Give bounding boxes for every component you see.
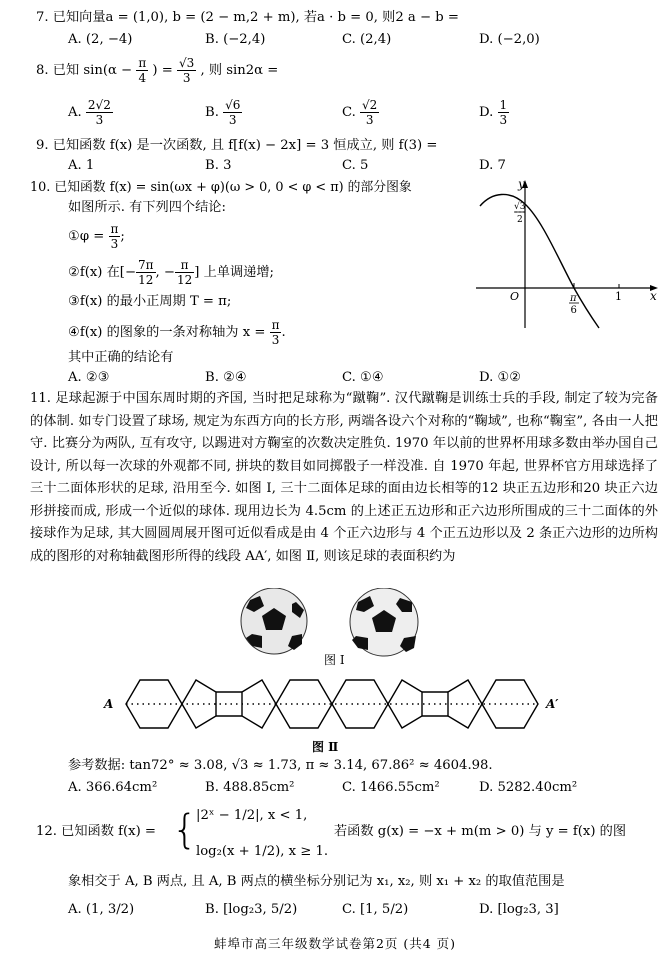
q12-option-b[interactable]: B. [log₂3, 5/2)	[205, 902, 298, 917]
q12-option-a[interactable]: A. (1, 3/2)	[68, 902, 135, 917]
q8-frac-sqrt3: $\frac{√3}{3}$	[179, 56, 195, 85]
q12-option-c[interactable]: C. [1, 5/2)	[342, 902, 409, 917]
q7-option-d[interactable]: D. (−2,0)	[479, 32, 540, 47]
page-footer: 蚌埠市高三年级数学试卷第2页 (共4 页)	[213, 936, 457, 951]
q11-option-b[interactable]: B. 488.85cm²	[205, 780, 295, 795]
q7-option-a[interactable]: A. (2, −4)	[68, 32, 133, 47]
q8-option-b[interactable]: B. $\frac{√6}{3}$	[205, 98, 241, 127]
q12-case-1: |2ˣ − 1/2|, x < 1,	[196, 808, 308, 823]
soccer-ball-right	[350, 588, 418, 656]
q10-conclusion-1: ①φ = $\frac{\pi}{3}$ ;	[68, 222, 125, 251]
q10-conclusion-4: ④f(x) 的图象的一条对称轴为 x = $\frac{\pi}{3}$ .	[68, 318, 286, 347]
q10-option-c[interactable]: C. ①④	[342, 370, 384, 385]
q12-stem-pre: 12. 已知函数 f(x) =	[36, 824, 156, 839]
q9-option-b[interactable]: B. 3	[205, 158, 232, 173]
q8-stem-pre: 8. 已知 sin(α −	[36, 63, 133, 78]
q10-option-d[interactable]: D. ①②	[479, 370, 522, 385]
q8-stem-mid: ) =	[152, 63, 173, 78]
q9-option-d[interactable]: D. 7	[479, 158, 506, 173]
q8-option-a[interactable]: A. $\frac{2√2}{3}$	[68, 98, 111, 127]
q11-reference-data: 参考数据: tan72° ≈ 3.08, √3 ≈ 1.73, π ≈ 3.14, 67.86² ≈ 4604.98.	[68, 758, 493, 773]
q8-frac-pi4: $\frac{\pi}{4}$	[138, 56, 147, 85]
q10-sine-graph	[472, 176, 662, 334]
tick-1-label: 1	[615, 290, 622, 303]
q10-stem-line1: 10. 已知函数 f(x) = sin(ωx + φ)(ω > 0, 0 < φ < π) 的部分图象	[30, 180, 412, 195]
q12-option-d[interactable]: D. [log₂3, 3]	[479, 902, 559, 917]
fig2-caption: 图 Ⅱ	[312, 740, 339, 754]
q7-option-c[interactable]: C. (2,4)	[342, 32, 392, 47]
q11-option-a[interactable]: A. 366.64cm²	[68, 780, 158, 795]
q10-stem-line2: 如图所示. 有下列四个结论:	[68, 200, 226, 215]
q10-option-a[interactable]: A. ②③	[68, 370, 110, 385]
pentagon-4	[448, 680, 482, 728]
q11-paragraph: 11. 足球起源于中国东周时期的齐国, 当时把足球称为“蹴鞠”. 汉代蹴鞠是训练士兵的手段, 制定了较为完备的体制. 如专门设置了球场, 规定为东西方向的长方形, 两端各设六个对称的“鞠域”, 也称“鞠室”, 各由一人把守. 比赛分为两队, 互有攻守, 以踢进对方鞠室的次数决定胜负. 1970 年以前的世界杯用球多数由举办国自己设计, 所以每一次球的外观都不同, 拼块的数目如同掷骰子一样没准. 自 1970 年起, 世界杯官方用球选择了三十二面体形状的足球, 沿用至今. 如图 Ⅰ, 三十二面体足球的面由边长相等的12 块正五边形和20 块正六边形拼接而成, 形成一个近似的球体. 现用边长为 4.5cm 的上述正五边形和正六边形所围成的三十二面体的外接球作为足球, 其大圆圆周展开图可近似看成是由 4 个正六边形与 4 个正五边形以及 2 条正六边形的边所构成的图形的对称轴截图形所得的线段 AA′, 如图 Ⅱ, 则该足球的表面积约为	[30, 391, 658, 564]
y-tick-den: 2	[517, 215, 523, 225]
q7-option-b[interactable]: B. (−2,4)	[205, 32, 266, 47]
origin-label: O	[510, 290, 520, 303]
q12-case-2: log₂(x + 1/2), x ≥ 1.	[196, 844, 329, 859]
q12-stem-post: 若函数 g(x) = −x + m(m > 0) 与 y = f(x) 的图	[334, 824, 627, 839]
q11-option-c[interactable]: C. 1466.55cm²	[342, 780, 440, 795]
x-axis-label: x	[650, 289, 657, 303]
soccer-ball-left	[241, 588, 307, 654]
fig1-caption: 图 Ⅰ	[324, 653, 345, 667]
q8-stem	[36, 56, 278, 85]
q10-conclusion-2: ②f(x) 在[− $\frac{7\pi}{12}$ , − $\frac{\pi}{12}$ ] 上单调递增;	[68, 258, 274, 287]
q8-option-d[interactable]: D. $\frac{1}{3}$	[479, 98, 508, 127]
q10-option-b[interactable]: B. ②④	[205, 370, 247, 385]
q8-option-c[interactable]: C. $\frac{√2}{3}$	[342, 98, 378, 127]
q12-stem-line2: 象相交于 A, B 两点, 且 A, B 两点的横坐标分别记为 x₁, x₂, 则 x₁ + x₂ 的取值范围是	[68, 874, 565, 889]
q7-stem: 7. 已知向量a = (1,0), b = (2 − m,2 + m), 若a · b = 0, 则2 a − b =	[36, 10, 459, 25]
y-axis-label: y	[518, 177, 525, 191]
q8-stem-post: , 则 sin2α =	[200, 63, 279, 78]
label-A: A	[104, 697, 114, 711]
sine-curve	[480, 194, 599, 328]
q9-stem: 9. 已知函数 f(x) 是一次函数, 且 f[f(x) − 2x] = 3 恒成立, 则 f(3) =	[36, 138, 438, 153]
q9-option-a[interactable]: A. 1	[68, 158, 95, 173]
q10-conclusion-3: ③f(x) 的最小正周期 T = π;	[68, 294, 232, 309]
label-A-prime: A′	[546, 697, 559, 711]
hexagon-2	[276, 680, 332, 728]
fig2-unfolded-strip	[96, 668, 566, 740]
q10-question: 其中正确的结论有	[68, 350, 174, 365]
y-tick-num: √3	[514, 202, 526, 212]
q11-option-d[interactable]: D. 5282.40cm²	[479, 780, 578, 795]
q9-option-c[interactable]: C. 5	[342, 158, 369, 173]
q12-brace: {	[172, 807, 198, 853]
pentagon-3	[388, 680, 422, 728]
fig1-soccer-balls	[238, 588, 428, 658]
tick-pi6-den: 6	[570, 305, 577, 316]
tick-pi6-num: π	[570, 293, 577, 304]
